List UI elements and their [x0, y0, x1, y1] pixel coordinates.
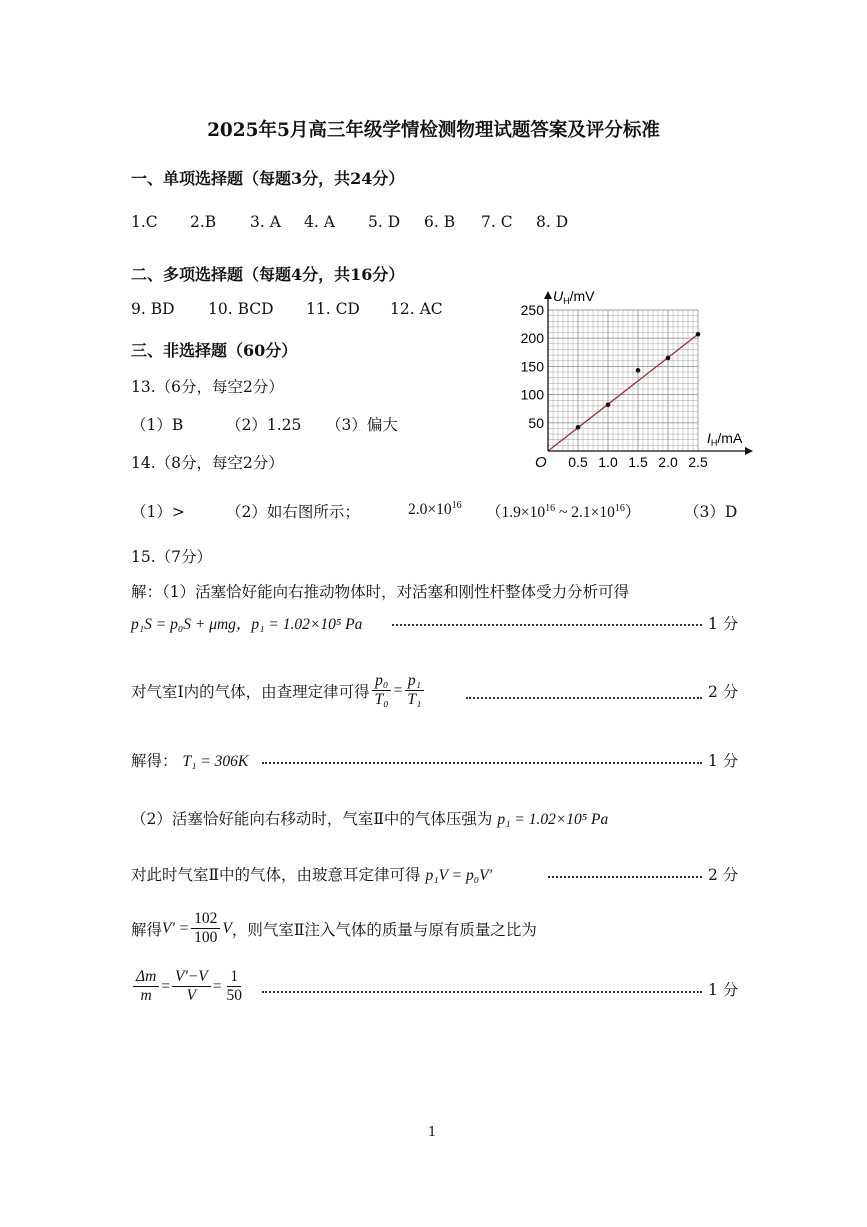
x-axis-arrow: [745, 447, 753, 455]
q13-answer: （3）偏大: [326, 416, 398, 434]
y-tick-label: 50: [528, 414, 544, 431]
q15-line4: （2）活塞恰好能向右移动时，气室Ⅱ中的气体压强为 p₁ = 1.02×10⁵ Pa: [131, 810, 609, 828]
mc-answer: 5. D: [368, 213, 401, 231]
y-axis-arrow: [544, 291, 552, 299]
y-tick-label: 100: [520, 386, 544, 403]
score-label: 1 分: [708, 981, 739, 999]
score-label: 2 分: [708, 683, 739, 701]
mc-answer: 2.B: [190, 213, 217, 231]
data-point: [666, 356, 671, 361]
q14-header: 14.（8分，每空2分）: [131, 454, 284, 472]
origin-label: O: [535, 454, 547, 471]
y-axis-label: $U_H/mV$: [553, 288, 595, 306]
data-point: [576, 425, 581, 430]
mc-answer: 4. A: [304, 213, 335, 231]
mc-answer: 12. AC: [390, 300, 443, 318]
mc-answer: 1.C: [131, 213, 158, 231]
q15-line6: 解得 V' = $\frac{102}{100}$ V ，则气室Ⅱ注入气体的质量与原有质量之比为: [131, 910, 537, 946]
section3-heading: 三、非选择题（60分）: [131, 341, 298, 360]
mc-answer: 6. B: [424, 213, 456, 231]
dotted-leader: [262, 991, 702, 993]
mc-answer: 3. A: [250, 213, 281, 231]
page-title: 2025年5月高三年级学情检测物理试题答案及评分标准: [207, 120, 660, 141]
q15-eq7: $\frac{\Delta m}{m}$ = $\frac{V'-V}{V}$ = $\frac{1}{50}$: [131, 968, 247, 1005]
x-tick-label: 0.5: [568, 454, 588, 470]
data-point: [606, 402, 611, 407]
q15-line5: 对此时气室Ⅱ中的气体，由玻意耳定律可得 p₁V = p₀V': [131, 866, 492, 884]
dotted-leader: [548, 876, 702, 878]
q14-answer-3: （3）D: [684, 503, 738, 521]
q15-line3: 解得： T₁ = 306K: [131, 752, 249, 770]
x-axis-label: $I_H/mA$: [707, 430, 743, 448]
mc-answer: 11. CD: [306, 300, 360, 318]
x-tick-label: 1.0: [598, 454, 618, 470]
page-number: 1: [428, 1125, 437, 1140]
score-label: 1 分: [708, 752, 739, 770]
y-tick-label: 250: [520, 302, 544, 318]
q14-answer-1: （1）>: [131, 503, 185, 521]
q14-range: （$1.9\times 10^{16}$ ~ $2.1\times 10^{16}$）: [486, 502, 641, 521]
data-point: [636, 368, 641, 373]
data-point: [696, 332, 701, 337]
q13-header: 13.（6分，每空2分）: [131, 378, 284, 396]
x-tick-label: 2.5: [688, 454, 708, 470]
q15-line2: 对气室Ⅰ内的气体，由查理定律可得 $\frac{\text{p₀}}{\text{T₀}}$ = $\frac{\text{p₁}}{\text{T₁}}$: [131, 672, 426, 709]
hall-voltage-chart: [505, 285, 770, 475]
y-tick-label: 200: [520, 330, 544, 347]
q15-line1: 解：（1）活塞恰好能向右推动物体时，对活塞和刚性杆整体受力分析可得: [131, 583, 630, 601]
q15-header: 15.（7分）: [131, 548, 213, 566]
x-tick-label: 1.5: [628, 454, 648, 470]
dotted-leader: [392, 624, 702, 626]
mc-answer: 10. BCD: [208, 300, 274, 318]
q15-eq1: p₁S = p₀S + μmg，p₁ = 1.02×10⁵ Pa: [131, 616, 363, 633]
score-label: 1 分: [708, 615, 739, 633]
section2-heading: 二、多项选择题（每题4分，共16分）: [131, 265, 405, 284]
mc-answer: 9. BD: [131, 300, 175, 318]
q13-answer: （1）B: [131, 416, 184, 434]
q13-answer: （2）1.25: [226, 416, 302, 434]
y-tick-label: 150: [520, 358, 544, 375]
mc-answer: 7. C: [481, 213, 513, 231]
section1-heading: 一、单项选择题（每题3分，共24分）: [131, 169, 405, 188]
q14-answer-2: （2）如右图所示；: [226, 503, 360, 521]
mc-answer: 8. D: [536, 213, 569, 231]
dotted-leader: [262, 762, 702, 764]
x-tick-label: 2.0: [658, 454, 678, 470]
chart-grid: [548, 310, 698, 451]
score-label: 2 分: [708, 866, 739, 884]
q14-value: $2.0\times 10^{16}$: [408, 500, 462, 519]
dotted-leader: [466, 697, 702, 699]
